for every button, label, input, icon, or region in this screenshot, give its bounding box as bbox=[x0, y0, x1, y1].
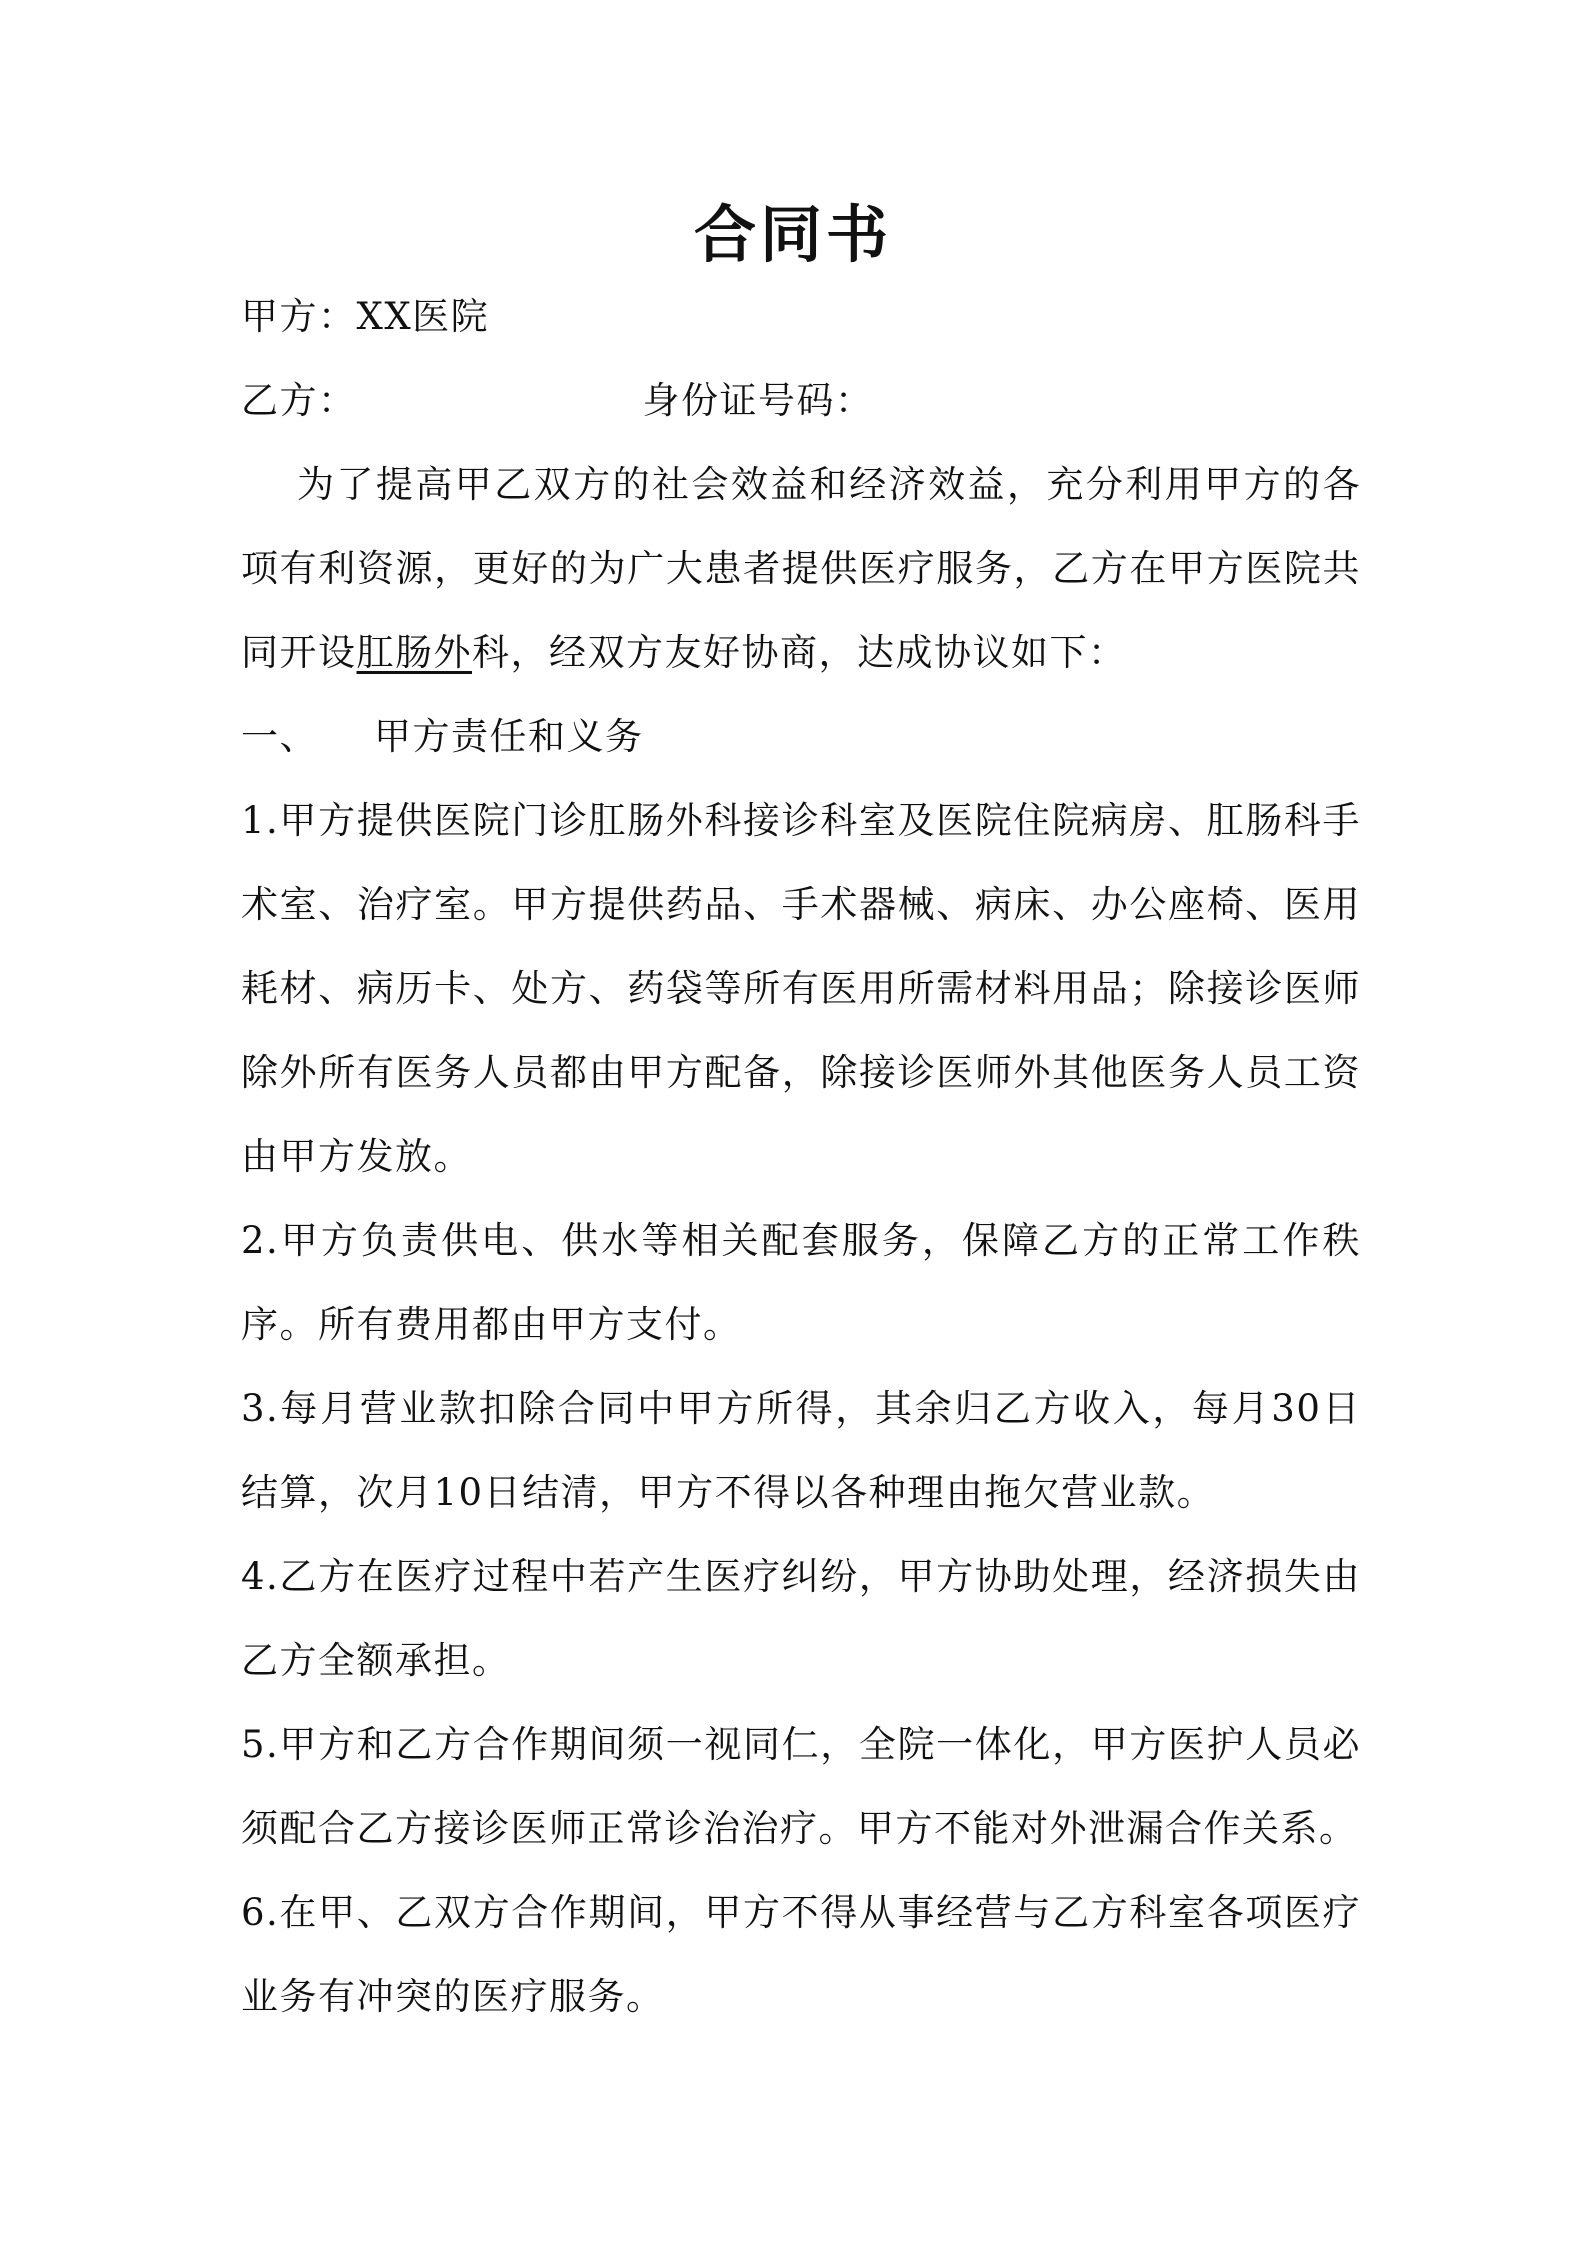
section-number: 一、 bbox=[241, 715, 318, 758]
intro-text-after: 科，经双方友好协商，达成协议如下： bbox=[472, 631, 1127, 674]
clause-5: 5.甲方和乙方合作期间须一视同仁，全院一体化，甲方医护人员必须配合乙方接诊医师正常诊治治疗。甲方不能对外泄漏合作关系。 bbox=[241, 1723, 1361, 1850]
clause-4: 4.乙方在医疗过程中若产生医疗纠纷，甲方协助处理，经济损失由乙方全额承担。 bbox=[241, 1555, 1361, 1682]
document-body bbox=[241, 275, 1361, 2039]
party-a-label: 甲方： bbox=[241, 295, 357, 338]
document-title: 合同书 bbox=[693, 198, 892, 271]
clause-3: 3.每月营业款扣除合同中甲方所得，其余归乙方收入，每月30日结算，次月10日结清，甲方不得以各种理由拖欠营业款。 bbox=[241, 1387, 1361, 1514]
section-title: 甲方责任和义务 bbox=[374, 715, 644, 758]
clause-6: 6.在甲、乙双方合作期间，甲方不得从事经营与乙方科室各项医疗业务有冲突的医疗服务。 bbox=[241, 1891, 1361, 2018]
intro-text-before: 为了提高甲乙双方的社会效益和经济效益，充分利用甲方的各项有利资源，更好的为广大患者提供医疗服务，乙方在甲方医院共同开设 bbox=[241, 463, 1361, 674]
party-b-line bbox=[241, 359, 1361, 443]
party-b-label: 乙方： bbox=[241, 379, 357, 422]
intro-paragraph bbox=[241, 443, 1361, 695]
department-name: 肛肠外 bbox=[356, 631, 472, 674]
clause-1: 1.甲方提供医院门诊肛肠外科接诊科室及医院住院病房、肛肠科手术室、治疗室。甲方提供药品、手术器械、病床、办公座椅、医用耗材、病历卡、处方、药袋等所有医用所需材料用品；除接诊医师除外所有医务人员都由甲方配备，除接诊医师外其他医务人员工资由甲方发放。 bbox=[241, 799, 1361, 1178]
id-number-label: 身份证号码： bbox=[642, 379, 874, 422]
clause-2: 2.甲方负责供电、供水等相关配套服务，保障乙方的正常工作秩序。所有费用都由甲方支付。 bbox=[241, 1219, 1361, 1346]
party-a-line bbox=[241, 275, 1361, 359]
party-a-value: XX医院 bbox=[356, 295, 490, 338]
section-heading bbox=[241, 695, 1361, 779]
